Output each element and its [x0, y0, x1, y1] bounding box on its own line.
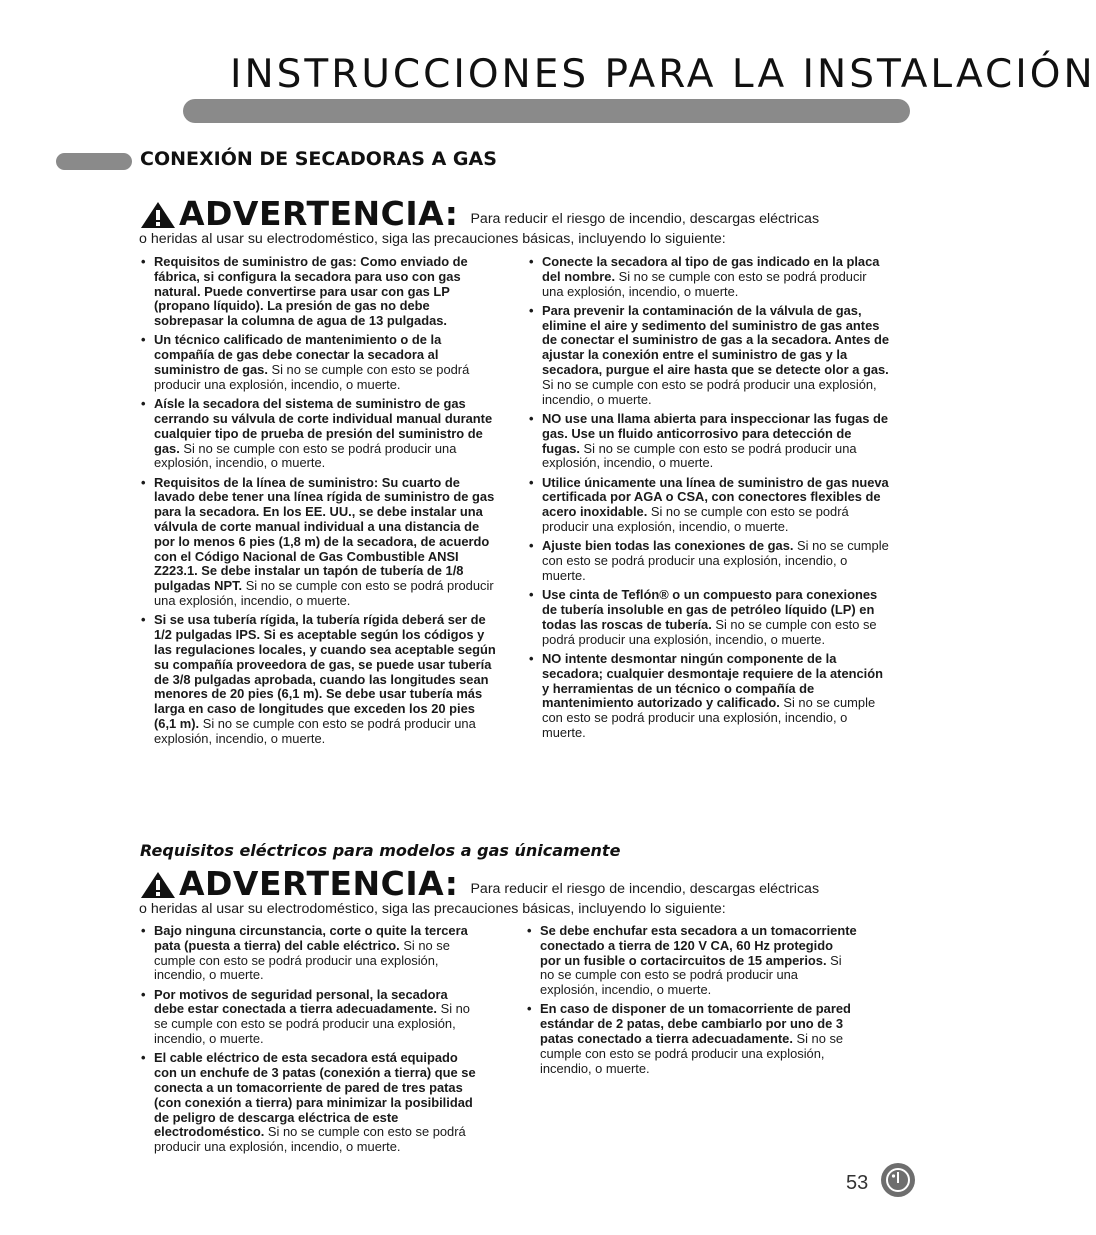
- bullet-item: [527, 1002, 857, 1076]
- bullet-normal-text: Si no se cumple con esto se podrá producir una explosión, incendio, o muerte.: [154, 440, 457, 471]
- bullet-item: [141, 924, 481, 983]
- bullet-normal-text: Si no se cumple con esto se podrá producir una explosión, incendio, o muerte.: [540, 952, 842, 998]
- bullet-bold-text: Por motivos de seguridad personal, la secadora debe estar conectada a tierra adecuadamente.: [154, 986, 448, 1017]
- section-title: CONEXIÓN DE SECADORAS A GAS: [140, 148, 497, 170]
- bullet-bold-text: Utilice únicamente una línea de suministro de gas nueva certificada por AGA o CSA, con conectores flexibles de acero inoxidable.: [542, 474, 889, 520]
- warning-triangle-icon: [139, 870, 177, 900]
- bullet-item: [141, 333, 496, 392]
- page-number: 53: [846, 1172, 869, 1194]
- bullet-item: [529, 476, 889, 535]
- warning-text: Para reducir el riesgo de incendio, descargas eléctricas: [470, 881, 820, 897]
- lg-logo-icon: [880, 1162, 916, 1198]
- bullet-bold-text: Requisitos de suministro de gas: Como enviado de fábrica, si configura la secadora para uso con gas natural. Puede convertirse para usar con gas LP (propano líquido). La presión de gas no debe sobrepasar la columna de agua de 13 pulgadas.: [154, 254, 468, 329]
- warning-block-electrical: [139, 866, 899, 918]
- bullet-item: [527, 924, 857, 998]
- bullet-item: [529, 652, 889, 741]
- bullet-bold-text: Ajuste bien todas las conexiones de gas.: [542, 538, 794, 554]
- bullet-bold-text: NO use una llama abierta para inspeccionar las fugas de gas. Use un fluido anticorrosivo para detección de fugas.: [542, 410, 889, 456]
- warning-text: Para reducir el riesgo de incendio, descargas eléctricas: [470, 211, 820, 227]
- bullet-item: [529, 412, 889, 471]
- section-marker: [56, 153, 132, 170]
- bullet-bold-text: El cable eléctrico de esta secadora está equipado con un enchufe de 3 patas (conexión a tierra) que se conecta a un tomacorriente de pared de tres patas (con conexión a tierra) para minimizar la posibilidad de peligro de descarga eléctrica de este electrodoméstico.: [154, 1050, 476, 1140]
- bullet-normal-text: Si no se cumple con esto se podrá producir una explosión, incendio, o muerte.: [154, 715, 476, 746]
- bullet-normal-text: Si no se cumple con esto se podrá producir una explosión, incendio, o muerte.: [542, 538, 889, 583]
- warning-label: ADVERTENCIA:: [179, 864, 459, 903]
- electrical-requirements-right: [527, 924, 857, 1081]
- bullet-bold-text: En caso de disponer de un tomacorriente de pared estándar de 2 patas, debe cambiarlo por uno de 3 patas conectado a tierra adecuadamente.: [540, 1001, 851, 1047]
- bullet-normal-text: Si no se cumple con esto se podrá producir una explosión, incendio, o muerte.: [154, 1001, 470, 1047]
- gas-requirements-left: [141, 255, 496, 751]
- bullet-bold-text: Aísle la secadora del sistema de suministro de gas cerrando su válvula de corte individual manual durante cualquier tipo de prueba de presión del suministro de gas.: [154, 396, 493, 456]
- warning-block-gas: [139, 196, 899, 248]
- gas-requirements-right: [529, 255, 889, 745]
- electrical-requirements-left: [141, 924, 481, 1159]
- bullet-bold-text: Bajo ninguna circunstancia, corte o quite la tercera pata (puesta a tierra) del cable eléctrico.: [154, 923, 468, 953]
- bullet-normal-text: Si no se cumple con esto se podrá producir una explosión, incendio, o muerte.: [154, 1124, 466, 1155]
- warning-triangle-icon: [139, 200, 177, 230]
- bullet-bold-text: Conecte la secadora al tipo de gas indicado en la placa del nombre.: [542, 254, 880, 284]
- warning-label: ADVERTENCIA:: [179, 194, 459, 233]
- bullet-normal-text: Si no se cumple con esto se podrá producir una explosión, incendio, o muerte.: [542, 695, 876, 740]
- bullet-item: [529, 588, 889, 647]
- bullet-item: [141, 1051, 481, 1155]
- bullet-item: [141, 397, 496, 471]
- bullet-bold-text: Requisitos de la línea de suministro: Su cuarto de lavado debe tener una línea rígida de suministro de gas para la secadora. En los EE. UU., se debe instalar una válvula de corte manual individual a una distancia de por lo menos 6 pies (1,8 m) de la secadora, de acuerdo con el Código Nacional de Gas Combustible ANSI Z223.1. Se debe instalar un tapón de tubería de 1/8 pulgadas NPT.: [154, 474, 495, 594]
- electrical-subheading: Requisitos eléctricos para modelos a gas únicamente: [140, 841, 621, 860]
- page-title: INSTRUCCIONES PARA LA INSTALACIÓN: [230, 52, 1096, 97]
- bullet-bold-text: Un técnico calificado de mantenimiento o de la compañía de gas debe conectar la secadora al suministro de gas.: [154, 332, 442, 378]
- header-bar: [183, 99, 910, 123]
- bullet-bold-text: Use cinta de Teflón® o un compuesto para conexiones de tubería insoluble en gas de petróleo líquido (LP) en todas las roscas de tubería.: [542, 587, 878, 632]
- bullet-item: [141, 255, 496, 329]
- bullet-item: [529, 255, 889, 299]
- bullet-normal-text: Si no se cumple con esto se podrá producir una explosión, incendio, o muerte.: [154, 578, 494, 609]
- bullet-normal-text: Si no se cumple con esto se podrá producir una explosión, incendio, o muerte.: [542, 376, 877, 407]
- bullet-item: [529, 304, 889, 408]
- bullet-bold-text: NO intente desmontar ningún componente de la secadora; cualquier desmontaje requiere de la atención y herramientas de un técnico o compañía de mantenimiento autorizado y calificado.: [542, 650, 884, 711]
- bullet-item: [141, 988, 481, 1047]
- bullet-normal-text: Si no se cumple con esto se podrá producir una explosión, incendio, o muerte.: [154, 937, 450, 983]
- bullet-normal-text: Si no se cumple con esto se podrá producir una explosión, incendio, o muerte.: [542, 440, 857, 471]
- bullet-item: [141, 613, 496, 746]
- bullet-item: [141, 476, 496, 609]
- bullet-normal-text: Si no se cumple con esto se podrá producir una explosión, incendio, o muerte.: [542, 268, 867, 299]
- bullet-normal-text: Si no se cumple con esto se podrá producir una explosión, incendio, o muerte.: [540, 1031, 844, 1076]
- bullet-item: [529, 539, 889, 583]
- warning-text-continued: o heridas al usar su electrodoméstico, siga las precauciones básicas, incluyendo lo siguiente:: [139, 901, 726, 917]
- bullet-bold-text: Se debe enchufar esta secadora a un tomacorriente conectado a tierra de 120 V CA, 60 Hz protegido por un fusible o cortacircuitos de 15 amperios.: [540, 923, 857, 968]
- bullet-bold-text: Si se usa tubería rígida, la tubería rígida deberá ser de 1/2 pulgadas IPS. Si es aceptable según los códigos y las regulaciones locales, y cuando sea aceptable según su compañía proveedora de gas, se puede usar tubería de 3/8 pulgadas aprobada, cuando las longitudes sean menores de 20 pies (6,1 m). Se debe usar tubería más larga en caso de longitudes que exceden los 20 pies (6,1 m).: [154, 612, 496, 731]
- bullet-normal-text: Si no se cumple con esto se podrá producir una explosión, incendio, o muerte.: [542, 616, 877, 647]
- bullet-normal-text: Si no se cumple con esto se podrá producir una explosión, incendio, o muerte.: [154, 362, 470, 392]
- bullet-normal-text: Si no se cumple con esto se podrá producir una explosión, incendio, o muerte.: [542, 504, 849, 535]
- bullet-bold-text: Para prevenir la contaminación de la válvula de gas, elimine el aire y sedimento del suministro de gas antes de conectar el suministro de gas a la secadora. Antes de ajustar la conexión entre el suministro de gas y la secadora, purgue el aire hasta que se detecte olor a gas.: [542, 302, 889, 378]
- warning-text-continued: o heridas al usar su electrodoméstico, siga las precauciones básicas, incluyendo lo siguiente:: [139, 231, 726, 247]
